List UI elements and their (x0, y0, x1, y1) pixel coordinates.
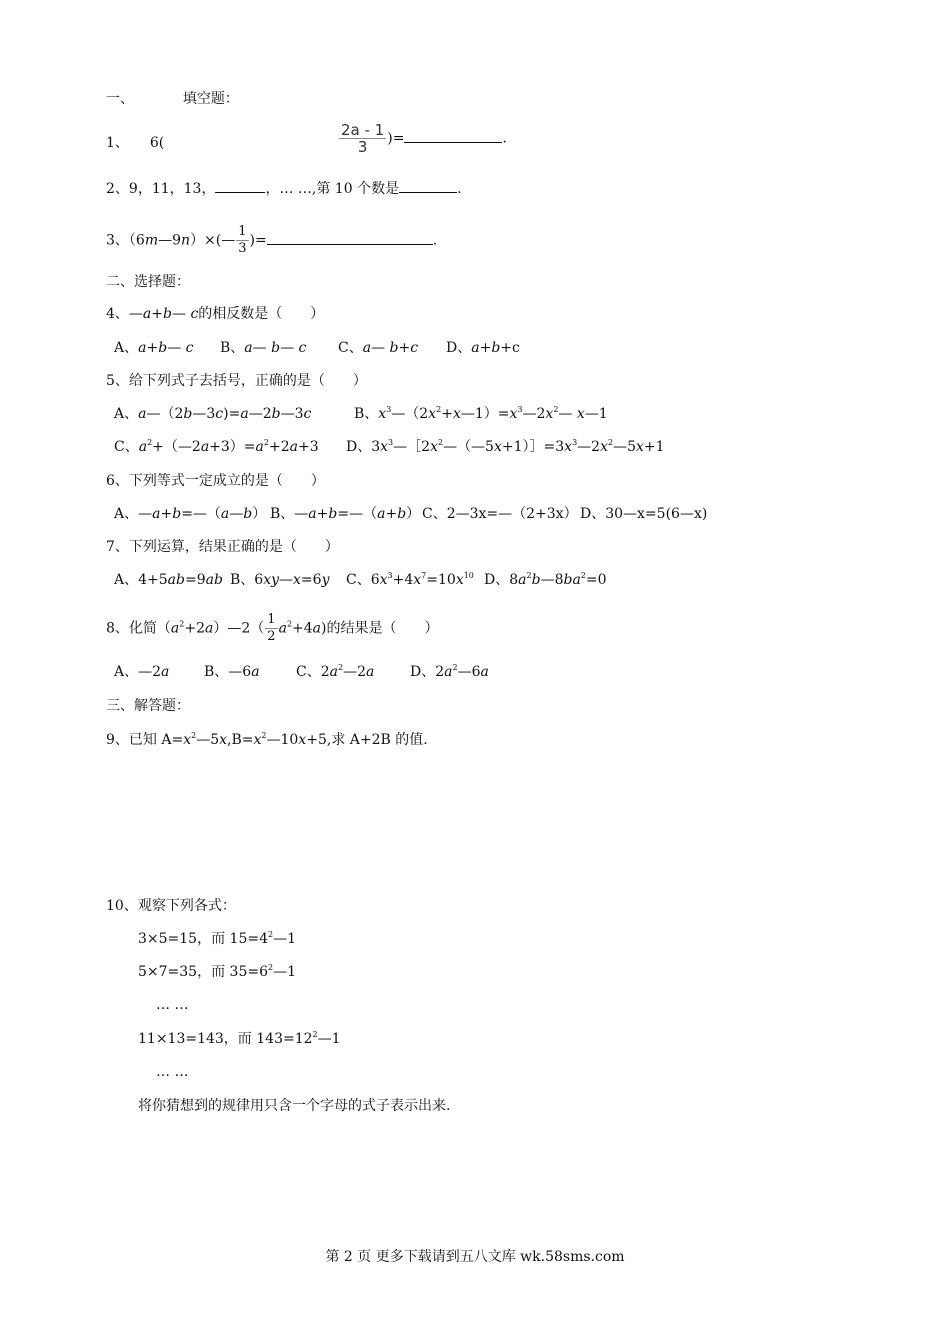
var: x (219, 732, 228, 748)
op: =10 (426, 572, 456, 588)
q4-option-a[interactable] (114, 339, 193, 357)
section-1-title: 填空题： (182, 91, 239, 107)
op: —（2 (391, 406, 429, 422)
q8-option-d[interactable] (410, 663, 489, 681)
op: —（—5 (443, 439, 494, 455)
q4-option-c[interactable] (338, 339, 418, 357)
q1-number: 1、 (106, 135, 129, 151)
q1-prefix: 6( (149, 135, 165, 151)
var: b (271, 406, 281, 422)
op: — (279, 572, 294, 588)
question-4 (106, 305, 324, 323)
op: ） (252, 506, 267, 522)
option-label: B、—6 (204, 664, 252, 680)
var: a (312, 620, 322, 637)
option-label: C、2 (296, 664, 330, 680)
op: —2 (522, 406, 546, 422)
op: —［2 (393, 439, 431, 455)
q6-option-d[interactable]: D、30—x=5(6—x) (580, 506, 708, 522)
option-label: A、— (114, 506, 153, 522)
q3-times: ）×(— (190, 232, 236, 249)
q1-period: . (502, 130, 507, 147)
option-label: C、 (114, 439, 139, 455)
var: b (243, 506, 253, 522)
var: a (240, 406, 249, 422)
section-1-heading (106, 90, 239, 108)
option-label: A、 (114, 340, 139, 356)
op: —2 (577, 439, 601, 455)
var: b (328, 506, 338, 522)
q3-prefix: 3、（6 (106, 232, 145, 249)
exp: 3 (517, 405, 523, 414)
q3-denominator: 3 (238, 241, 247, 256)
exp: 2 (337, 663, 344, 672)
q10-ellipsis-2: … … (156, 1064, 189, 1080)
var: b (158, 340, 168, 356)
q6-option-c[interactable]: C、2—3x=—（2+3x） (422, 506, 578, 522)
question-6: 6、下列等式一定成立的是（ ） (106, 473, 325, 489)
q8-option-b[interactable] (204, 663, 260, 681)
var: x (253, 732, 262, 748)
var: a (255, 439, 264, 455)
op: + (160, 506, 173, 522)
exp: 2 (526, 571, 532, 580)
var: a (366, 664, 375, 680)
var: a (200, 439, 210, 455)
question-7: 7、下列运算，结果正确的是（ ） (106, 539, 339, 555)
option-label: B、6 (230, 572, 264, 588)
exp: 2 (437, 438, 444, 447)
op: —1 (273, 931, 297, 947)
op: —5 (613, 439, 637, 455)
op: — (252, 340, 272, 356)
var: x (293, 572, 301, 588)
var: a (138, 439, 148, 455)
q7-option-a[interactable] (114, 571, 223, 589)
option-label: D、3 (346, 439, 381, 455)
exp: 3 (572, 438, 578, 447)
var: x (183, 732, 192, 748)
var: a (205, 620, 214, 637)
var: a (518, 572, 527, 588)
q3-answer-blank[interactable] (267, 232, 433, 245)
var: x (600, 439, 608, 455)
op: — (280, 340, 299, 356)
q1-denominator: 3 (357, 138, 368, 156)
var: x (380, 439, 389, 455)
exp: 2 (191, 731, 197, 740)
var: x (455, 572, 464, 588)
var: a (289, 439, 298, 455)
var: b (183, 406, 193, 422)
exp: 10 (463, 571, 474, 580)
var: b (389, 340, 399, 356)
question-1-label (106, 134, 164, 152)
q1-equals: )= (387, 130, 405, 147)
var: a (444, 664, 453, 680)
op: =6 (300, 572, 322, 588)
q1-answer-blank[interactable] (404, 130, 502, 143)
op: —1）= (460, 406, 510, 422)
q5-option-d[interactable] (346, 438, 665, 456)
q4-var-c: c (190, 306, 199, 322)
exp: 2 (553, 405, 559, 414)
q4-text: 的相反数是（ ） (198, 306, 325, 322)
exp: 2 (261, 731, 267, 740)
var: a (329, 664, 338, 680)
q5-option-c[interactable] (114, 438, 319, 456)
var: x (493, 439, 502, 455)
q10-instruction: 将你猜想到的规律用只含一个字母的式子表示出来. (138, 1098, 451, 1114)
var: a (377, 506, 386, 522)
option-label: C、6 (346, 572, 380, 588)
op: =0 (585, 572, 607, 588)
var: a (362, 340, 372, 356)
op: —6 (457, 664, 481, 680)
q4-plus: + (151, 306, 164, 322)
option-label: D、8 (484, 572, 519, 588)
option-label: B、 (354, 406, 379, 422)
page-footer: 第 2 页 更多下载请到五八文库 wk.58sms.com (325, 1249, 625, 1265)
q2-period: . (457, 181, 462, 197)
q8-prefix: 8、化简（ (106, 620, 171, 637)
op: +4 (292, 620, 313, 637)
section-1-number: 一、 (106, 91, 134, 107)
section-3-heading: 三、解答题： (106, 698, 190, 714)
option-label: D、2 (410, 664, 445, 680)
var: c (215, 406, 224, 422)
var: x (298, 732, 307, 748)
var: b (271, 340, 281, 356)
var: a (220, 506, 230, 522)
section-2-heading: 二、选择题： (106, 274, 190, 290)
op: + (146, 340, 159, 356)
q4-option-b[interactable] (220, 339, 306, 357)
var: x (452, 406, 461, 422)
q9-prefix: 9、已知 A= (106, 732, 184, 748)
var: a (170, 620, 180, 637)
op: —2 (343, 664, 366, 680)
option-label: B、 (220, 340, 245, 356)
var: x (430, 439, 438, 455)
op: —3 (280, 406, 304, 422)
option-label: A、—2 (114, 664, 162, 680)
op: —2 (248, 406, 272, 422)
q2-middle: ，… …,第 10 个数是 (265, 181, 400, 197)
op: —10 (266, 732, 299, 748)
var: y (321, 572, 330, 588)
q10-line-3 (138, 1030, 341, 1048)
q5-option-a[interactable] (114, 405, 311, 423)
q3-fraction (236, 224, 248, 257)
var: c (298, 340, 307, 356)
var: b (397, 506, 407, 522)
exp: 2 (147, 438, 153, 447)
q3-minus: —9 (158, 232, 182, 249)
q3-period: . (432, 232, 438, 249)
q3-numerator: 1 (238, 224, 247, 239)
op: =—（ (181, 506, 221, 522)
op: + (441, 406, 453, 422)
var: x (636, 439, 644, 455)
var: x (509, 406, 518, 422)
q10-line-1 (138, 930, 296, 948)
q10-ellipsis-1: … … (156, 997, 189, 1013)
op: ,B= (227, 732, 254, 748)
op: —1 (317, 1031, 341, 1047)
op: =9 (184, 572, 206, 588)
q2-sequence: 2、9，11，13， (106, 181, 216, 197)
exp: 2 (286, 619, 293, 629)
op: +2 (184, 620, 206, 637)
option-label: A、 (114, 406, 139, 422)
var: ab (205, 572, 223, 588)
q7-option-c[interactable] (346, 571, 474, 589)
exp: 2 (312, 1030, 318, 1039)
q4-prefix: 4、— (106, 306, 143, 322)
option-label: C、 (338, 340, 363, 356)
var: ba (563, 572, 581, 588)
q4-var-b: b (163, 306, 172, 322)
op: +1）］=3 (501, 439, 565, 455)
q10-line-2 (138, 963, 296, 981)
op: +3）= (209, 439, 256, 455)
q8-text: )的结果是（ ） (321, 620, 439, 637)
var: c (303, 406, 312, 422)
var: a (278, 620, 287, 637)
q8-denominator: 2 (267, 629, 276, 644)
op: + (479, 340, 492, 356)
var: a (480, 664, 489, 680)
q2-blank-2[interactable] (399, 180, 457, 193)
q5-option-b[interactable] (354, 405, 608, 423)
var: x (428, 406, 437, 422)
exp: 2 (268, 963, 274, 972)
q4-option-d[interactable] (446, 339, 520, 357)
var: a (138, 406, 147, 422)
exp: 3 (388, 438, 394, 447)
op: +c (500, 340, 520, 356)
q7-option-b[interactable] (230, 571, 329, 589)
op: ）—2（ (213, 620, 265, 637)
q8-option-c[interactable] (296, 663, 374, 681)
question-1-expression (338, 122, 507, 155)
q1-numerator: 2a - 1 (341, 121, 385, 139)
var: c (410, 340, 419, 356)
exp: 2 (452, 663, 458, 672)
var: ab (167, 572, 185, 588)
option-label: B、— (270, 506, 309, 522)
op: + (398, 340, 411, 356)
op: — (371, 340, 390, 356)
question-8 (106, 612, 439, 645)
op: —1 (584, 406, 608, 422)
q4-minus: — (171, 306, 191, 322)
q8-option-a[interactable] (114, 663, 169, 681)
q3-var-m: m (144, 232, 159, 249)
op: —8 (540, 572, 564, 588)
exp: 7 (421, 571, 427, 580)
op: +（—2 (152, 439, 201, 455)
op: ） (406, 506, 421, 522)
var: xy (263, 572, 280, 588)
q7-option-d[interactable] (484, 571, 607, 589)
var: a (138, 340, 147, 356)
exp: 2 (179, 619, 185, 629)
question-9 (106, 731, 428, 749)
exp: 3 (386, 405, 392, 414)
q1-fraction (339, 122, 386, 155)
question-3 (106, 224, 437, 257)
op: =—（ (337, 506, 378, 522)
q10-line-text: 3×5=15，而 15=4 (138, 931, 268, 947)
var: a (471, 340, 480, 356)
op: —1 (273, 964, 297, 980)
op: +4 (392, 572, 414, 588)
var: a (161, 664, 170, 680)
var: c (185, 340, 194, 356)
var: x (379, 572, 388, 588)
q6-option-b[interactable] (270, 505, 420, 523)
var: a (308, 506, 317, 522)
q9-text: +5,求 A+2B 的值. (306, 732, 428, 748)
exp: 2 (608, 438, 614, 447)
op: —5 (196, 732, 220, 748)
op: — (167, 340, 186, 356)
op: +3 (298, 439, 319, 455)
exp: 2 (263, 438, 269, 447)
var: b (531, 572, 541, 588)
q8-fraction (265, 612, 277, 645)
var: x (413, 572, 422, 588)
exp: 2 (580, 571, 586, 580)
q8-numerator: 1 (267, 612, 276, 627)
q6-option-a[interactable] (114, 505, 266, 523)
op: —3 (192, 406, 216, 422)
var: x (576, 406, 585, 422)
op: +2 (269, 439, 290, 455)
op: —（2 (146, 406, 184, 422)
question-5: 5、给下列式子去括号，正确的是（ ） (106, 373, 367, 389)
q3-var-n: n (181, 232, 191, 249)
var: a (244, 340, 253, 356)
op: — (229, 506, 244, 522)
question-2 (106, 180, 462, 198)
q10-line-text: 5×7=35，而 35=6 (138, 964, 268, 980)
exp: 2 (436, 405, 442, 414)
var: a (251, 664, 260, 680)
op: )= (223, 406, 241, 422)
var: b (172, 506, 182, 522)
var: b (491, 340, 501, 356)
option-label: D、 (446, 340, 472, 356)
var: x (564, 439, 573, 455)
var: x (545, 406, 554, 422)
q10-line-text: 11×13=143，而 143=12 (138, 1031, 313, 1047)
q3-equals: )= (249, 232, 267, 249)
exp: 2 (268, 930, 274, 939)
var: a (152, 506, 161, 522)
var: x (378, 406, 387, 422)
op: — (558, 406, 577, 422)
op: + (385, 506, 398, 522)
exp: 3 (387, 571, 393, 580)
option-label: A、4+5 (114, 572, 168, 588)
question-10-title: 10、观察下列各式： (106, 898, 236, 914)
q2-blank-1[interactable] (215, 180, 265, 193)
q4-var-a: a (142, 306, 152, 322)
op: + (316, 506, 329, 522)
op: +1 (643, 439, 665, 455)
